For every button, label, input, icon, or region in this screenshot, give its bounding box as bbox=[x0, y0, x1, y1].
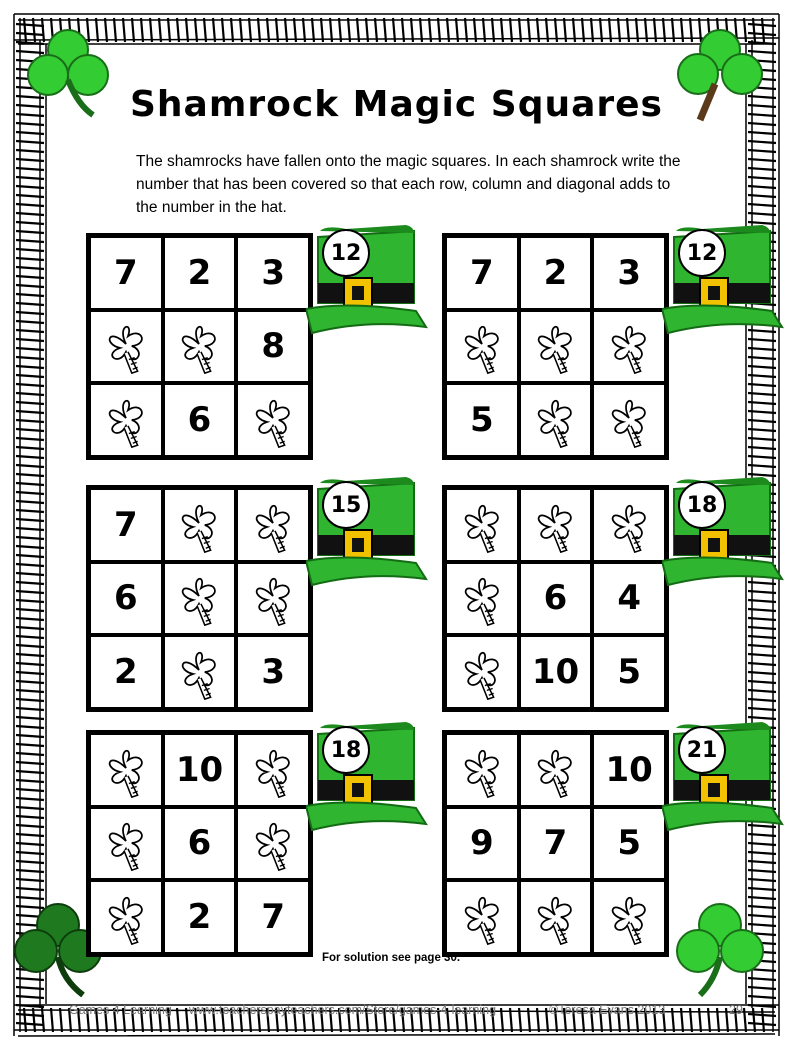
grid-cell-number: 6 bbox=[163, 807, 237, 881]
shamrock-icon[interactable] bbox=[95, 812, 157, 874]
shamrock-icon[interactable] bbox=[451, 641, 513, 703]
magic-grid bbox=[86, 730, 313, 957]
grid-cell-number: 7 bbox=[89, 236, 163, 310]
leprechaun-hat bbox=[306, 720, 446, 860]
grid-cell-shamrock[interactable] bbox=[519, 733, 593, 807]
grid-cell-shamrock[interactable] bbox=[163, 488, 237, 562]
shamrock-icon[interactable] bbox=[242, 567, 304, 629]
magic-square-3 bbox=[86, 485, 362, 715]
shamrock-icon[interactable] bbox=[168, 641, 230, 703]
shamrock-icon[interactable] bbox=[524, 389, 586, 451]
grid-cell-number: 10 bbox=[519, 635, 593, 709]
grid-cell-shamrock[interactable] bbox=[236, 807, 310, 881]
shamrock-icon[interactable] bbox=[598, 494, 660, 556]
grid-cell-number: 6 bbox=[89, 562, 163, 636]
instructions: The shamrocks have fallen onto the magic squares. In each shamrock write the number that has been covered so that each row, column and diagonal adds to the number in the hat. bbox=[136, 153, 681, 216]
shamrock-icon[interactable] bbox=[524, 315, 586, 377]
grid-cell-number: 6 bbox=[519, 562, 593, 636]
leprechaun-hat bbox=[662, 720, 793, 860]
shamrock-icon[interactable] bbox=[451, 315, 513, 377]
shamrock-icon[interactable] bbox=[451, 494, 513, 556]
shamrock-icon[interactable] bbox=[95, 739, 157, 801]
shamrock-icon[interactable] bbox=[598, 389, 660, 451]
grid-cell-number: 3 bbox=[236, 236, 310, 310]
grid-cell-shamrock[interactable] bbox=[236, 562, 310, 636]
shamrock-icon[interactable] bbox=[451, 567, 513, 629]
hat-target-number: 12 bbox=[678, 229, 726, 277]
grid-cell-shamrock[interactable] bbox=[163, 562, 237, 636]
shamrock-icon[interactable] bbox=[451, 886, 513, 948]
grid-cell-shamrock[interactable] bbox=[89, 880, 163, 954]
shamrock-icon[interactable] bbox=[168, 494, 230, 556]
grid-cell-number: 10 bbox=[592, 733, 666, 807]
grid-cell-number: 4 bbox=[592, 562, 666, 636]
grid-cell-number: 6 bbox=[163, 383, 237, 457]
grid-cell-shamrock[interactable] bbox=[519, 880, 593, 954]
page-number: 29 bbox=[729, 1003, 743, 1017]
grid-cell-number: 2 bbox=[519, 236, 593, 310]
shamrock-icon[interactable] bbox=[168, 567, 230, 629]
grid-cell-shamrock[interactable] bbox=[163, 635, 237, 709]
grid-cell-number: 5 bbox=[445, 383, 519, 457]
shamrock-icon[interactable] bbox=[242, 494, 304, 556]
magic-grid bbox=[86, 233, 313, 460]
grid-cell-shamrock[interactable] bbox=[236, 488, 310, 562]
shamrock-icon[interactable] bbox=[95, 389, 157, 451]
grid-cell-number: 3 bbox=[236, 635, 310, 709]
magic-grid bbox=[442, 730, 669, 957]
grid-cell-shamrock[interactable] bbox=[592, 383, 666, 457]
grid-cell-shamrock[interactable] bbox=[236, 383, 310, 457]
magic-square-6 bbox=[442, 730, 718, 960]
grid-cell-shamrock[interactable] bbox=[236, 733, 310, 807]
leprechaun-hat bbox=[306, 475, 446, 615]
grid-cell-shamrock[interactable] bbox=[445, 488, 519, 562]
footer-copyright: ©Teresa Evans 2013 bbox=[549, 1003, 666, 1017]
grid-cell-shamrock[interactable] bbox=[163, 310, 237, 384]
magic-square-1 bbox=[86, 233, 362, 463]
shamrock-icon[interactable] bbox=[524, 739, 586, 801]
shamrock-icon[interactable] bbox=[242, 739, 304, 801]
hat-target-number: 21 bbox=[678, 726, 726, 774]
grid-cell-shamrock[interactable] bbox=[445, 310, 519, 384]
grid-cell-shamrock[interactable] bbox=[445, 733, 519, 807]
grid-cell-number: 2 bbox=[163, 236, 237, 310]
footer-publisher: Games 4 Learning bbox=[69, 1003, 172, 1017]
grid-cell-shamrock[interactable] bbox=[519, 488, 593, 562]
shamrock-icon[interactable] bbox=[168, 315, 230, 377]
magic-square-5 bbox=[86, 730, 362, 960]
shamrock-icon[interactable] bbox=[598, 315, 660, 377]
grid-cell-number: 8 bbox=[236, 310, 310, 384]
hat-target-number: 18 bbox=[322, 726, 370, 774]
grid-cell-number: 3 bbox=[592, 236, 666, 310]
magic-grid bbox=[442, 485, 669, 712]
magic-square-4 bbox=[442, 485, 718, 715]
shamrock-icon[interactable] bbox=[598, 886, 660, 948]
leprechaun-hat bbox=[662, 475, 793, 615]
grid-cell-shamrock[interactable] bbox=[445, 635, 519, 709]
shamrock-icon[interactable] bbox=[95, 315, 157, 377]
leprechaun-hat bbox=[306, 223, 446, 363]
grid-cell-number: 2 bbox=[89, 635, 163, 709]
grid-cell-number: 7 bbox=[236, 880, 310, 954]
solution-note: For solution see page 30. bbox=[322, 952, 461, 964]
shamrock-corner-bottom-right bbox=[670, 895, 770, 1000]
shamrock-icon[interactable] bbox=[95, 886, 157, 948]
magic-square-2 bbox=[442, 233, 718, 463]
shamrock-icon[interactable] bbox=[524, 494, 586, 556]
page-title: Shamrock Magic Squares bbox=[130, 84, 663, 125]
grid-cell-number: 2 bbox=[163, 880, 237, 954]
grid-cell-number: 5 bbox=[592, 635, 666, 709]
grid-cell-shamrock[interactable] bbox=[89, 807, 163, 881]
grid-cell-shamrock[interactable] bbox=[89, 383, 163, 457]
grid-cell-shamrock[interactable] bbox=[592, 880, 666, 954]
grid-cell-number: 7 bbox=[445, 236, 519, 310]
grid-cell-number: 9 bbox=[445, 807, 519, 881]
grid-cell-number: 7 bbox=[89, 488, 163, 562]
grid-cell-number: 5 bbox=[592, 807, 666, 881]
hat-target-number: 18 bbox=[678, 481, 726, 529]
magic-grid bbox=[86, 485, 313, 712]
grid-cell-shamrock[interactable] bbox=[445, 880, 519, 954]
grid-cell-shamrock[interactable] bbox=[89, 310, 163, 384]
grid-cell-shamrock[interactable] bbox=[519, 383, 593, 457]
grid-cell-shamrock[interactable] bbox=[592, 488, 666, 562]
grid-cell-number: 7 bbox=[519, 807, 593, 881]
hat-target-number: 12 bbox=[322, 229, 370, 277]
shamrock-icon[interactable] bbox=[242, 389, 304, 451]
hat-target-number: 15 bbox=[322, 481, 370, 529]
shamrock-icon[interactable] bbox=[524, 886, 586, 948]
grid-cell-shamrock[interactable] bbox=[445, 562, 519, 636]
leprechaun-hat bbox=[662, 223, 793, 363]
grid-cell-shamrock[interactable] bbox=[592, 310, 666, 384]
grid-cell-shamrock[interactable] bbox=[519, 310, 593, 384]
shamrock-icon[interactable] bbox=[451, 739, 513, 801]
magic-grid bbox=[442, 233, 669, 460]
grid-cell-shamrock[interactable] bbox=[89, 733, 163, 807]
shamrock-icon[interactable] bbox=[242, 812, 304, 874]
footer-url[interactable]: www.teacherspayteachers.com/Store/games-4-learning bbox=[189, 1003, 497, 1017]
grid-cell-number: 10 bbox=[163, 733, 237, 807]
